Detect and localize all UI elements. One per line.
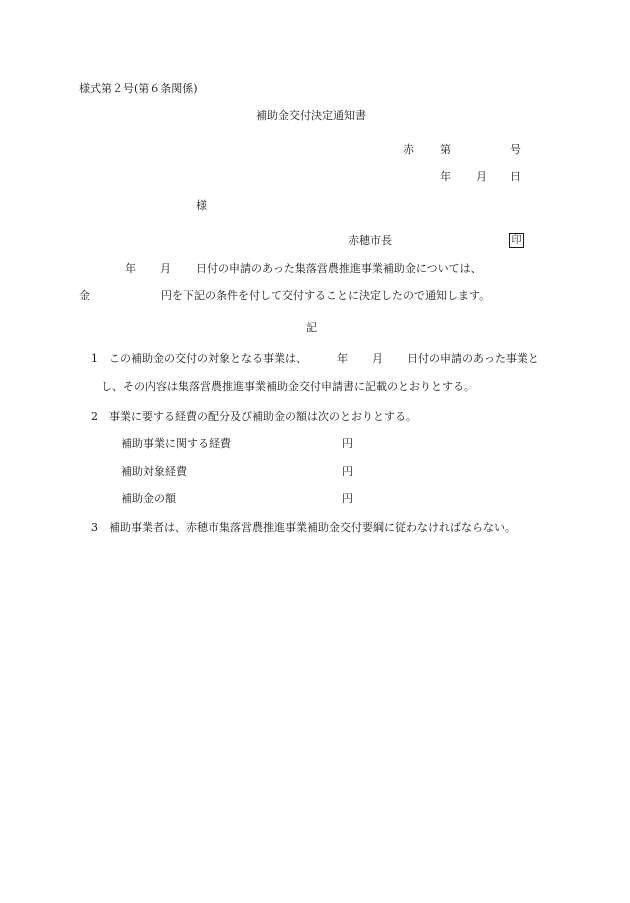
doc-number-go: 号: [510, 143, 521, 156]
item-1-month: 月: [372, 352, 383, 365]
ki-heading: 記: [306, 321, 317, 334]
item-1-text-a: この補助金の交付の対象となる事業は、: [109, 352, 307, 365]
expense-label: 補助事業に関する経費: [121, 437, 231, 450]
addressee-suffix: 様: [196, 199, 207, 212]
item-3-number: 3: [91, 521, 98, 534]
subsidy-amount-label: 補助金の額: [121, 492, 176, 505]
item-3-text: 補助事業者は、赤穂市集落営農推進事業補助金交付要綱に従わなければならない。: [109, 521, 516, 534]
date-month: 月: [476, 170, 487, 183]
item-1-text-b: 日付の申請のあった事業と: [407, 352, 539, 365]
item-1-number: 1: [91, 352, 98, 365]
document-title: 補助金交付決定通知書: [256, 109, 366, 122]
body-text-2: 円を下記の条件を付して交付することに決定したので通知します。: [161, 289, 491, 302]
doc-number-prefix: 赤: [403, 143, 414, 156]
eligible-expense-unit: 円: [342, 465, 353, 478]
form-label: 様式第２号(第６条関係): [79, 82, 198, 95]
eligible-expense-label: 補助対象経費: [121, 465, 187, 478]
item-1-line-2: し、その内容は集落営農推進事業補助金交付申請書に記載のとおりとする。: [101, 380, 475, 393]
date-year: 年: [440, 170, 451, 183]
expense-unit: 円: [342, 437, 353, 450]
item-1-year: 年: [337, 352, 348, 365]
date-day: 日: [510, 170, 521, 183]
issuer-name: 赤穂市長: [348, 234, 392, 247]
body-text-1: 日付の申請のあった集落営農推進事業補助金については、: [196, 262, 482, 275]
seal-mark: 印: [509, 233, 524, 248]
item-2-text: 事業に要する経費の配分及び補助金の額は次のとおりとする。: [109, 410, 417, 423]
body-month: 月: [160, 262, 171, 275]
doc-number-dai: 第: [440, 143, 451, 156]
body-year: 年: [125, 262, 136, 275]
subsidy-amount-unit: 円: [342, 492, 353, 505]
item-2-number: 2: [91, 410, 98, 423]
body-kin: 金: [79, 289, 90, 302]
